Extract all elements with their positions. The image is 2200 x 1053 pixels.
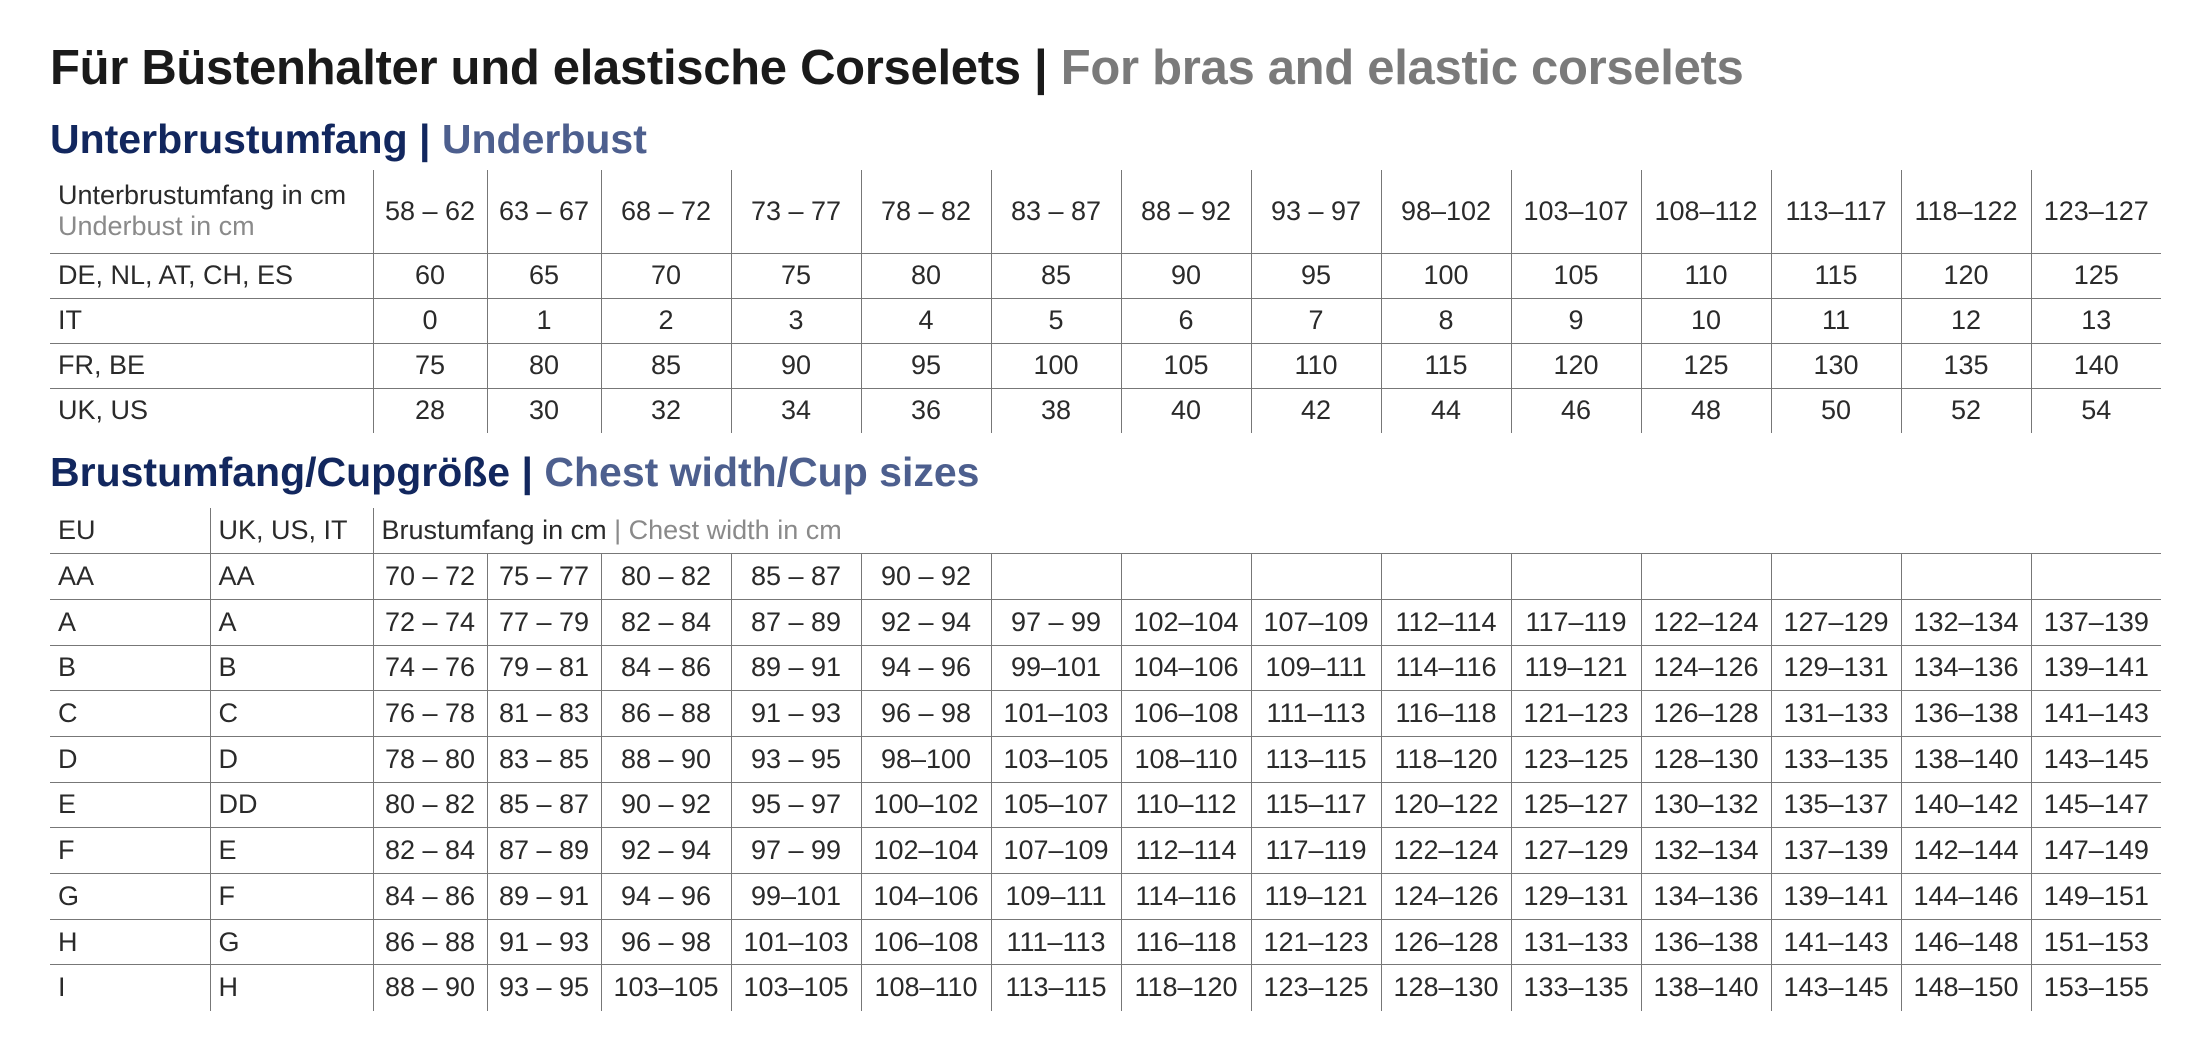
underbust-size-cell: 90 [731,343,861,388]
underbust-size-cell: 85 [991,253,1121,298]
chest-width-cell: 76 – 78 [373,691,487,737]
chest-width-cell: 101–103 [731,919,861,965]
underbust-table [50,170,2161,433]
underbust-size-cell: 48 [1641,388,1771,433]
chest-width-cell: 93 – 95 [731,736,861,782]
chest-width-cell: 118–120 [1121,965,1251,1011]
underbust-size-cell: 8 [1381,298,1511,343]
cup-eu-cell: C [50,691,210,737]
chest-width-cell: 119–121 [1251,874,1381,920]
underbust-size-cell: 6 [1121,298,1251,343]
cup-eu-cell: E [50,782,210,828]
empty-cell [1511,554,1641,600]
cup-uk-cell: C [210,691,373,737]
chest-width-cell: 138–140 [1641,965,1771,1011]
underbust-size-cell: 2 [601,298,731,343]
chest-width-cell: 116–118 [1381,691,1511,737]
underbust-range-cell: 63 – 67 [487,170,601,253]
chest-width-cell: 112–114 [1381,599,1511,645]
underbust-size-cell: 1 [487,298,601,343]
chest-width-cell: 113–115 [991,965,1121,1011]
chest-width-cell: 100–102 [861,782,991,828]
chest-width-cell: 103–105 [991,736,1121,782]
chest-width-cell: 111–113 [991,919,1121,965]
underbust-row-label: DE, NL, AT, CH, ES [50,253,373,298]
chest-width-cell: 123–125 [1511,736,1641,782]
chest-width-cell: 109–111 [1251,645,1381,691]
underbust-range-cell: 73 – 77 [731,170,861,253]
cup-eu-cell: F [50,828,210,874]
chest-width-cell: 103–105 [731,965,861,1011]
chest-width-cell: 123–125 [1251,965,1381,1011]
chest-width-cell: 143–145 [2031,736,2161,782]
chest-width-cell: 99–101 [991,645,1121,691]
chest-width-cell: 81 – 83 [487,691,601,737]
chest-width-cell: 141–143 [1771,919,1901,965]
cup-uk-cell: E [210,828,373,874]
section1-en: Underbust [441,116,647,162]
page-title [50,40,1744,96]
section1-de: Unterbrustumfang [50,116,408,162]
section2-en: Chest width/Cup sizes [544,449,980,495]
chest-width-cell: 90 – 92 [861,554,991,600]
underbust-row [50,253,2161,298]
chest-width-cell: 116–118 [1121,919,1251,965]
underbust-size-cell: 9 [1511,298,1641,343]
cup-eu-cell: A [50,599,210,645]
chest-width-cell: 149–151 [2031,874,2161,920]
chest-width-cell: 101–103 [991,691,1121,737]
underbust-size-cell: 95 [1251,253,1381,298]
chest-width-cell: 139–141 [2031,645,2161,691]
cup-uk-cell: D [210,736,373,782]
underbust-size-cell: 32 [601,388,731,433]
chest-width-cell: 142–144 [1901,828,2031,874]
chest-width-cell: 72 – 74 [373,599,487,645]
cup-uk-cell: H [210,965,373,1011]
chest-width-cell: 129–131 [1511,874,1641,920]
chest-width-cell: 86 – 88 [601,691,731,737]
cup-eu-cell: H [50,919,210,965]
chest-width-cell: 124–126 [1381,874,1511,920]
underbust-size-cell: 38 [991,388,1121,433]
underbust-size-cell: 13 [2031,298,2161,343]
chest-width-cell: 120–122 [1381,782,1511,828]
section2-separator: | [510,449,545,495]
chest-width-cell: 141–143 [2031,691,2161,737]
chest-width-cell: 109–111 [991,874,1121,920]
underbust-range-cell: 108–112 [1641,170,1771,253]
chest-width-cell: 75 – 77 [487,554,601,600]
underbust-size-cell: 40 [1121,388,1251,433]
chest-width-cell: 99–101 [731,874,861,920]
cup-uk-cell: A [210,599,373,645]
chest-width-cell: 112–114 [1121,828,1251,874]
chest-width-cell: 74 – 76 [373,645,487,691]
chest-width-cell: 133–135 [1511,965,1641,1011]
underbust-row-label: UK, US [50,388,373,433]
empty-cell [1121,554,1251,600]
cup-uk-cell: G [210,919,373,965]
chest-width-cell: 77 – 79 [487,599,601,645]
chest-width-cell: 140–142 [1901,782,2031,828]
chest-width-cell: 126–128 [1381,919,1511,965]
chest-width-cell: 92 – 94 [601,828,731,874]
cup-row [50,874,2161,920]
chest-width-cell: 148–150 [1901,965,2031,1011]
chest-width-cell: 136–138 [1901,691,2031,737]
title-separator: | [1020,41,1061,95]
chest-width-cell: 126–128 [1641,691,1771,737]
chest-width-cell: 132–134 [1641,828,1771,874]
col-header-eu: EU [58,515,96,546]
chest-width-cell: 151–153 [2031,919,2161,965]
title-de: Für Büstenhalter und elastische Corselets [50,41,1021,95]
chest-width-cell: 89 – 91 [487,874,601,920]
chest-width-cell: 95 – 97 [731,782,861,828]
chest-width-cell: 127–129 [1771,599,1901,645]
chest-width-cell: 114–116 [1381,645,1511,691]
chest-width-cell: 127–129 [1511,828,1641,874]
underbust-size-cell: 36 [861,388,991,433]
chest-width-cell: 132–134 [1901,599,2031,645]
underbust-size-cell: 65 [487,253,601,298]
underbust-size-cell: 0 [373,298,487,343]
empty-cell [1771,554,1901,600]
underbust-label-en: Underbust in cm [58,211,255,242]
cup-eu-cell: G [50,874,210,920]
title-en: For bras and elastic corselets [1060,41,1744,95]
chest-width-cell: 87 – 89 [487,828,601,874]
chest-width-cell: 117–119 [1251,828,1381,874]
underbust-range-cell: 123–127 [2031,170,2161,253]
underbust-size-cell: 5 [991,298,1121,343]
chest-width-cell: 128–130 [1641,736,1771,782]
chest-width-cell: 108–110 [861,965,991,1011]
chest-width-cell: 128–130 [1381,965,1511,1011]
chest-width-cell: 134–136 [1901,645,2031,691]
cup-row [50,782,2161,828]
section2-de: Brustumfang/Cupgröße [50,449,511,495]
underbust-size-cell: 120 [1901,253,2031,298]
chest-width-separator: | [606,515,629,546]
chest-width-cell: 106–108 [861,919,991,965]
cup-row [50,828,2161,874]
cup-uk-cell: AA [210,554,373,600]
underbust-row [50,388,2161,433]
chest-width-cell: 145–147 [2031,782,2161,828]
chest-width-cell: 107–109 [1251,599,1381,645]
underbust-size-cell: 11 [1771,298,1901,343]
empty-cell [991,554,1121,600]
underbust-size-cell: 100 [991,343,1121,388]
cup-eu-cell: B [50,645,210,691]
chest-width-cell: 131–133 [1511,919,1641,965]
underbust-size-cell: 90 [1121,253,1251,298]
underbust-size-cell: 135 [1901,343,2031,388]
chest-width-cell: 102–104 [1121,599,1251,645]
chest-width-cell: 86 – 88 [373,919,487,965]
underbust-range-cell: 83 – 87 [991,170,1121,253]
chest-width-cell: 136–138 [1641,919,1771,965]
chest-width-cell: 85 – 87 [731,554,861,600]
chest-width-cell: 102–104 [861,828,991,874]
chest-width-cell: 79 – 81 [487,645,601,691]
chest-width-cell: 114–116 [1121,874,1251,920]
cup-uk-cell: DD [210,782,373,828]
underbust-size-cell: 30 [487,388,601,433]
chest-width-cell: 82 – 84 [601,599,731,645]
cup-row [50,736,2161,782]
chest-width-cell: 88 – 90 [601,736,731,782]
underbust-size-cell: 130 [1771,343,1901,388]
chest-width-cell: 137–139 [2031,599,2161,645]
underbust-range-cell: 103–107 [1511,170,1641,253]
chest-width-cell: 103–105 [601,965,731,1011]
chest-width-cell: 87 – 89 [731,599,861,645]
chest-width-cell: 92 – 94 [861,599,991,645]
cup-row [50,599,2161,645]
cup-uk-cell: F [210,874,373,920]
cup-eu-cell: D [50,736,210,782]
empty-cell [1901,554,2031,600]
empty-cell [2031,554,2161,600]
chest-width-cell: 85 – 87 [487,782,601,828]
underbust-size-cell: 105 [1511,253,1641,298]
chest-width-cell: 104–106 [861,874,991,920]
chest-width-cell: 106–108 [1121,691,1251,737]
underbust-size-cell: 34 [731,388,861,433]
cup-row [50,919,2161,965]
chest-width-cell: 97 – 99 [731,828,861,874]
chest-width-cell: 88 – 90 [373,965,487,1011]
underbust-size-cell: 110 [1251,343,1381,388]
cup-row [50,691,2161,737]
underbust-size-cell: 75 [373,343,487,388]
underbust-size-cell: 105 [1121,343,1251,388]
underbust-row-label: IT [50,298,373,343]
underbust-size-cell: 44 [1381,388,1511,433]
chest-width-cell: 96 – 98 [601,919,731,965]
chest-width-cell: 118–120 [1381,736,1511,782]
chest-width-cell: 117–119 [1511,599,1641,645]
chest-width-cell: 94 – 96 [861,645,991,691]
chest-width-cell: 135–137 [1771,782,1901,828]
underbust-size-cell: 10 [1641,298,1771,343]
underbust-row [50,298,2161,343]
underbust-range-cell: 113–117 [1771,170,1901,253]
chest-width-cell: 89 – 91 [731,645,861,691]
underbust-size-cell: 85 [601,343,731,388]
chest-width-de: Brustumfang in cm [381,515,607,546]
chest-width-cell: 98–100 [861,736,991,782]
empty-cell [1381,554,1511,600]
chest-width-cell: 91 – 93 [731,691,861,737]
chest-width-cell: 137–139 [1771,828,1901,874]
chest-width-cell: 83 – 85 [487,736,601,782]
chest-width-cell: 147–149 [2031,828,2161,874]
chest-width-cell: 97 – 99 [991,599,1121,645]
underbust-size-cell: 75 [731,253,861,298]
underbust-size-cell: 80 [487,343,601,388]
chest-width-cell: 91 – 93 [487,919,601,965]
chest-width-cell: 108–110 [1121,736,1251,782]
chest-width-cell: 122–124 [1641,599,1771,645]
section-heading-underbust [50,116,647,163]
chest-width-cell: 84 – 86 [373,874,487,920]
underbust-size-cell: 110 [1641,253,1771,298]
underbust-size-cell: 125 [2031,253,2161,298]
cup-row [50,645,2161,691]
chest-width-cell: 107–109 [991,828,1121,874]
chest-width-cell: 125–127 [1511,782,1641,828]
chest-width-cell: 153–155 [2031,965,2161,1011]
empty-cell [1641,554,1771,600]
underbust-size-cell: 3 [731,298,861,343]
underbust-row [50,343,2161,388]
underbust-header-label [50,170,373,253]
chest-width-cell: 84 – 86 [601,645,731,691]
underbust-size-cell: 46 [1511,388,1641,433]
underbust-size-cell: 42 [1251,388,1381,433]
underbust-size-cell: 50 [1771,388,1901,433]
chest-width-cell: 143–145 [1771,965,1901,1011]
underbust-size-cell: 60 [373,253,487,298]
chest-width-cell: 134–136 [1641,874,1771,920]
underbust-size-cell: 80 [861,253,991,298]
chest-width-cell: 105–107 [991,782,1121,828]
chest-width-cell: 144–146 [1901,874,2031,920]
underbust-size-cell: 54 [2031,388,2161,433]
cup-eu-cell: AA [50,554,210,600]
underbust-size-cell: 115 [1771,253,1901,298]
chest-width-cell: 121–123 [1251,919,1381,965]
chest-width-cell: 80 – 82 [373,782,487,828]
chest-width-en: Chest width in cm [628,515,842,546]
underbust-size-cell: 140 [2031,343,2161,388]
chest-width-cell: 82 – 84 [373,828,487,874]
underbust-size-cell: 100 [1381,253,1511,298]
underbust-range-cell: 68 – 72 [601,170,731,253]
underbust-range-cell: 88 – 92 [1121,170,1251,253]
section-heading-cup-sizes [50,449,979,496]
cup-eu-cell: I [50,965,210,1011]
cup-row [50,965,2161,1011]
cup-size-table [50,508,2161,1011]
underbust-header-row [50,170,2161,253]
chest-width-cell: 121–123 [1511,691,1641,737]
underbust-size-cell: 7 [1251,298,1381,343]
chest-width-cell: 122–124 [1381,828,1511,874]
chest-width-cell: 133–135 [1771,736,1901,782]
chest-width-cell: 70 – 72 [373,554,487,600]
underbust-size-cell: 125 [1641,343,1771,388]
col-header-chest-width [373,508,2161,554]
chest-width-cell: 124–126 [1641,645,1771,691]
chest-width-cell: 119–121 [1511,645,1641,691]
chest-width-cell: 129–131 [1771,645,1901,691]
chest-width-cell: 80 – 82 [601,554,731,600]
chest-width-cell: 90 – 92 [601,782,731,828]
cup-uk-cell: B [210,645,373,691]
section1-separator: | [407,116,442,162]
underbust-label-de: Unterbrustumfang in cm [58,180,347,211]
chest-width-cell: 110–112 [1121,782,1251,828]
chest-width-cell: 139–141 [1771,874,1901,920]
chest-width-cell: 130–132 [1641,782,1771,828]
underbust-row-label: FR, BE [50,343,373,388]
chest-width-cell: 111–113 [1251,691,1381,737]
underbust-range-cell: 78 – 82 [861,170,991,253]
underbust-range-cell: 98–102 [1381,170,1511,253]
chest-width-cell: 93 – 95 [487,965,601,1011]
underbust-range-cell: 58 – 62 [373,170,487,253]
chest-width-cell: 131–133 [1771,691,1901,737]
col-header-uk-us-it: UK, US, IT [210,508,373,554]
underbust-range-cell: 93 – 97 [1251,170,1381,253]
underbust-size-cell: 70 [601,253,731,298]
cup-row [50,554,2161,600]
underbust-size-cell: 12 [1901,298,2031,343]
underbust-size-cell: 120 [1511,343,1641,388]
chest-width-cell: 104–106 [1121,645,1251,691]
cup-header-row [50,508,2161,554]
chest-width-cell: 113–115 [1251,736,1381,782]
chest-width-cell: 78 – 80 [373,736,487,782]
underbust-size-cell: 115 [1381,343,1511,388]
chest-width-cell: 146–148 [1901,919,2031,965]
chest-width-cell: 96 – 98 [861,691,991,737]
underbust-size-cell: 28 [373,388,487,433]
chest-width-cell: 94 – 96 [601,874,731,920]
underbust-size-cell: 95 [861,343,991,388]
underbust-size-cell: 52 [1901,388,2031,433]
underbust-range-cell: 118–122 [1901,170,2031,253]
chest-width-cell: 115–117 [1251,782,1381,828]
chest-width-cell: 138–140 [1901,736,2031,782]
underbust-size-cell: 4 [861,298,991,343]
empty-cell [1251,554,1381,600]
